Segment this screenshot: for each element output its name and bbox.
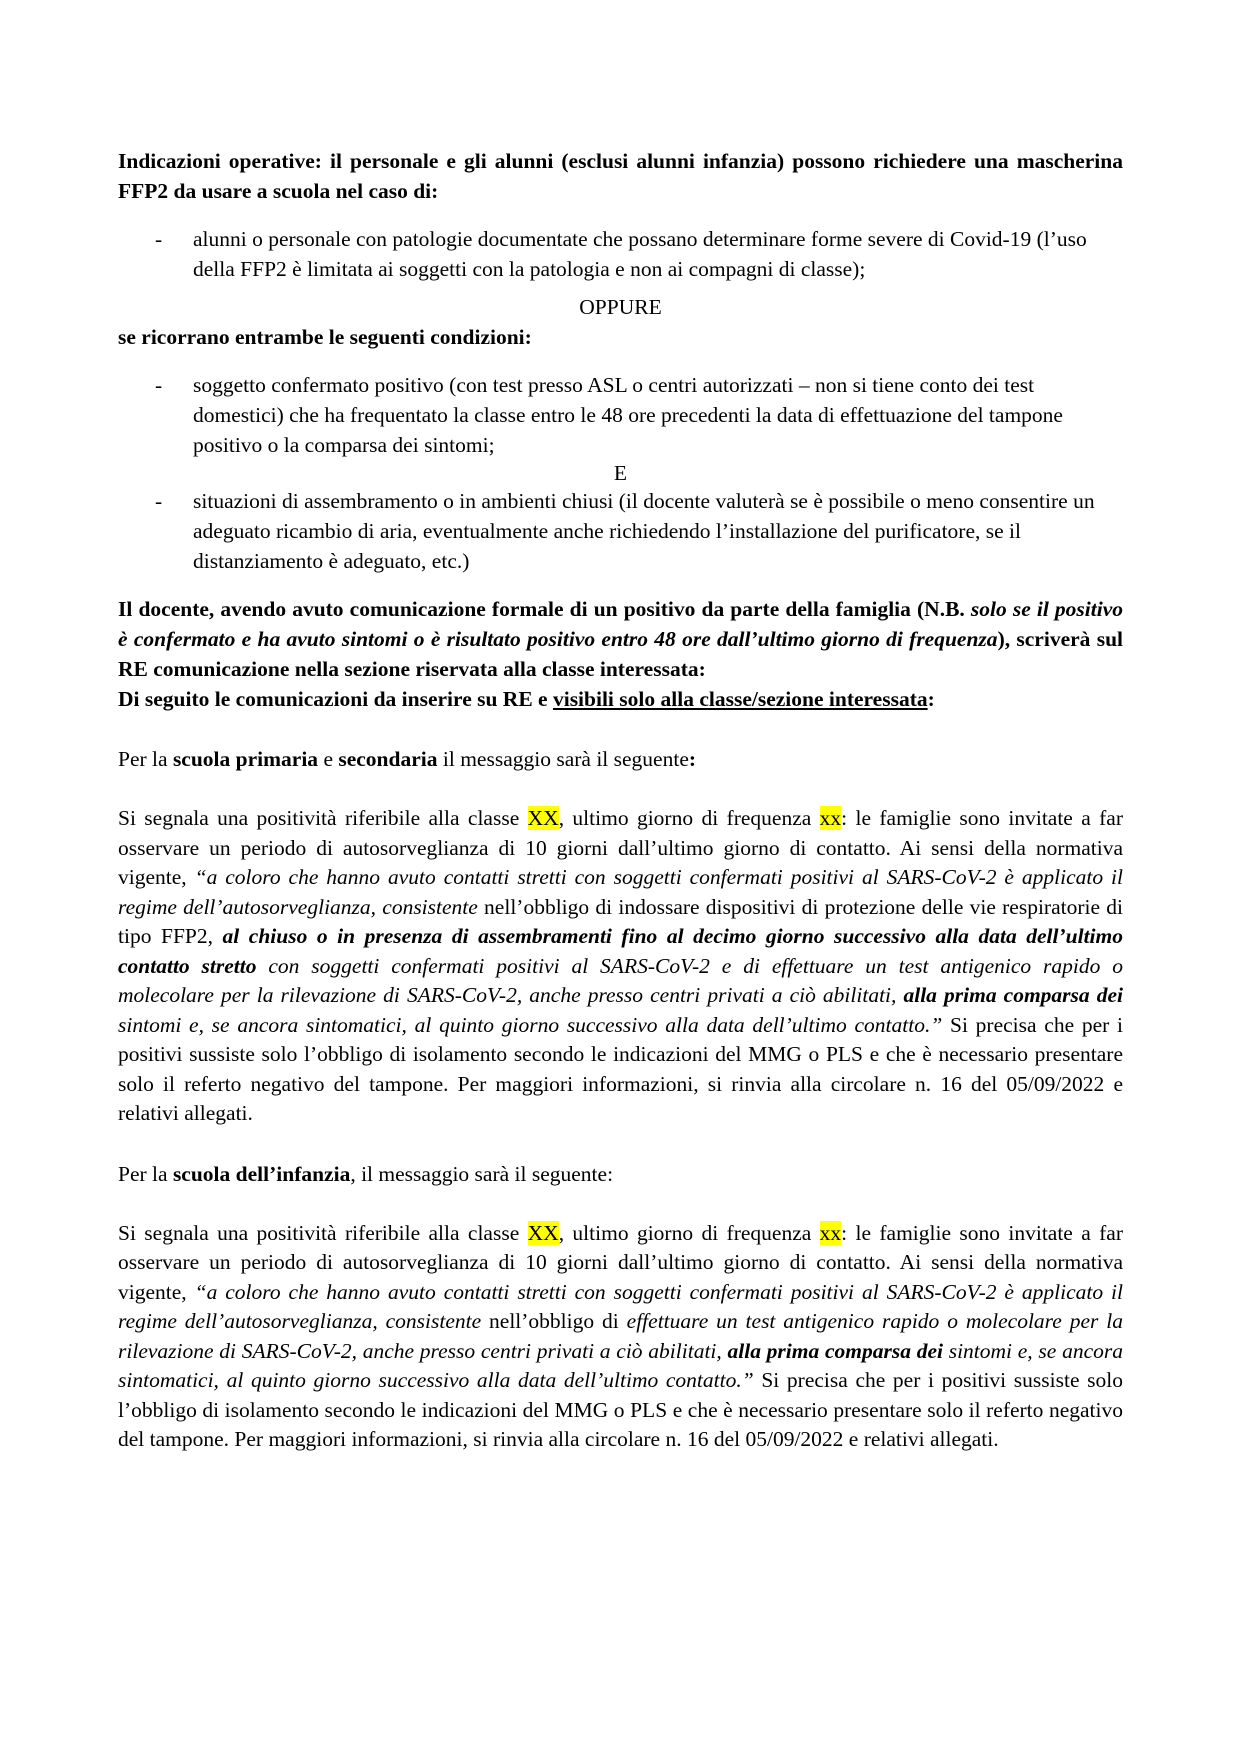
document-body (118, 146, 1123, 1455)
msg-text: Si segnala una positività riferibile alla classe (118, 1220, 528, 1245)
list-item (118, 370, 1123, 460)
intro-heading: Indicazioni operative: il personale e gli alunni (esclusi alunni infanzia) possono richiedere una mascherina FFP2 da usare a scuola nel caso di: (118, 149, 1123, 203)
comunicazioni-colon: : (927, 687, 935, 711)
msg-bold-italic: alla prima comparsa dei (903, 983, 1123, 1007)
msg-italic: sintomi e, se ancora sintomatici, al quinto giorno successivo alla data dell’ultimo contatto.” (118, 1338, 1123, 1392)
msg-text: , ultimo giorno di frequenza (558, 806, 820, 830)
comunicazioni-text: Di seguito le comunicazioni da inserire su RE e (118, 687, 553, 711)
infanzia-text-c: , il messaggio sarà il seguente: (350, 1161, 614, 1186)
infanzia-text-a: Per la (118, 1161, 173, 1186)
list-item-text: situazioni di assembramento o in ambienti chiusi (il docente valuterà se è possibile o meno consentire un adeguato ricambio di aria, eventualmente anche richiedendo l’installazione del purificatore, se il distanziamento è adeguato, etc.) (193, 489, 1095, 573)
msg-text: Si precisa che per i positivi sussiste solo l’obbligo di isolamento secondo le indicazioni del MMG o PLS e che è necessario presentare solo il referto negativo del tampone. Per maggiori informazioni, si rinvia alla circolare n. 16 del 05/09/2022 e relativi allegati. (118, 1012, 1123, 1125)
message-primaria (118, 804, 1123, 1129)
msg-italic: effettuare un test antigenico rapido o molecolare per la rilevazione di SARS-CoV-2, anche presso centri privati a ciò abilitati, (118, 1309, 1123, 1363)
placeholder-date-highlight: xx (819, 806, 842, 830)
primaria-text-a: Per la (118, 747, 173, 771)
msg-italic: “a coloro che hanno avuto contatti stretti con soggetti confermati positivi al SARS-CoV-2 è applicato il regime dell’autosorveglianza, consistente (118, 1279, 1123, 1333)
list-item-text: soggetto confermato positivo (con test presso ASL o centri autorizzati – non si tiene conto dei test domestici) che ha frequentato la classe entro le 48 ore precedenti la data di effettuazione del tampone positivo o la comparsa dei sintomi; (193, 373, 1063, 457)
primaria-intro (118, 744, 1123, 774)
oppure-separator: OPPURE (579, 295, 662, 319)
e-separator (118, 460, 1123, 486)
placeholder-class-highlight: XX (527, 1220, 559, 1245)
msg-text: nell’obbligo di (481, 1309, 627, 1333)
visibili-underlined: visibili solo alla classe/sezione interessata (552, 687, 928, 711)
msg-text: : le famiglie sono invitate a far osservare un periodo di autosorveglianza di 10 giorni dall’ultimo giorno di contatto. Ai sensi della normativa vigente, (118, 806, 1123, 889)
list-item (118, 224, 1123, 284)
msg-text: , ultimo giorno di frequenza (558, 1220, 820, 1245)
msg-text: nell’obbligo di indossare dispositivi di protezione delle vie respiratorie di tipo FFP2, (118, 894, 1123, 948)
message-infanzia (118, 1219, 1123, 1455)
msg-text: : le famiglie sono invitate a far osservare un periodo di autosorveglianza di 10 giorni dall’ultimo giorno di contatto. Ai sensi della normativa vigente, (118, 1220, 1123, 1304)
primaria-text-c: e (318, 747, 339, 771)
docente-text-1: Il docente, avendo avuto comunicazione formale di un positivo da parte della famiglia (N.B. (118, 597, 971, 621)
infanzia-intro (118, 1159, 1123, 1189)
msg-italic: “a coloro che hanno avuto contatti stretti con soggetti confermati positivi al SARS-CoV-2 è applicato il regime dell’autosorveglianza, consistente (118, 865, 1123, 919)
msg-bold-italic: alla prima comparsa dei (727, 1338, 943, 1363)
dash-bullet: - (155, 227, 163, 251)
primaria-bold: scuola primaria (172, 747, 319, 771)
placeholder-class-highlight: XX (527, 806, 559, 830)
conditions-heading: se ricorrano entrambe le seguenti condizioni: (118, 325, 532, 349)
dash-bullet: - (155, 373, 163, 397)
msg-text: Si precisa che per i positivi sussiste solo l’obbligo di isolamento secondo le indicazioni del MMG o PLS e che è necessario presentare solo il referto negativo del tampone. Per maggiori informazioni, si rinvia alla circolare n. 16 del 05/09/2022 e relativi allegati. (118, 1368, 1123, 1451)
dash-bullet: - (155, 489, 163, 513)
docente-text-italic: solo se il positivo è confermato e ha avuto sintomi o è risultato positivo entro 48 ore dall’ultimo giorno di frequenza (118, 597, 1123, 651)
secondaria-bold: secondaria (338, 747, 438, 771)
docente-paragraph (118, 594, 1123, 684)
placeholder-date-highlight: xx (819, 1220, 842, 1245)
list-item (118, 486, 1123, 576)
e-separator-text: E (613, 461, 628, 485)
conditions-list (118, 370, 1123, 576)
msg-italic: con soggetti confermati positivi al SARS-CoV-2 e di effettuare un test antigenico rapido o molecolare per la rilevazione di SARS-CoV-2, anche presso centri privati a ciò abilitati, (118, 953, 1123, 1007)
msg-text: Si segnala una positività riferibile alla classe (118, 806, 528, 830)
docente-text-3: ), scriverà sul RE comunicazione nella sezione riservata alla classe interessata: (118, 627, 1123, 681)
comunicazioni-line (118, 684, 1123, 714)
primaria-colon: : (688, 747, 697, 771)
msg-italic: sintomi e, se ancora sintomatici, al quinto giorno successivo alla data dell’ultimo contatto.” (118, 1012, 943, 1037)
primaria-text-e: il messaggio sarà il seguente (437, 747, 689, 771)
patologie-list (118, 224, 1123, 284)
msg-bold-italic: al chiuso o in presenza di assembramenti fino al decimo giorno successivo alla data dell’ultimo contatto stretto (118, 924, 1123, 978)
infanzia-bold: scuola dell’infanzia (172, 1161, 351, 1186)
list-item-text: alunni o personale con patologie documentate che possano determinare forme severe di Covid-19 (l’uso della FFP2 è limitata ai soggetti con la patologia e non ai compagni di classe); (193, 227, 1087, 281)
